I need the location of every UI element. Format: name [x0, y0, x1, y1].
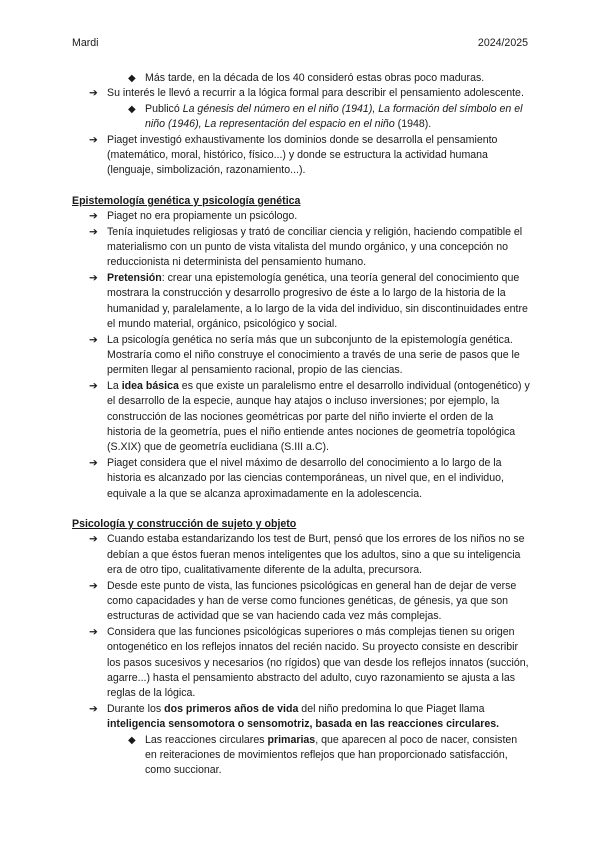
bullet-item: ➔ Pretensión: crear una epistemología genética, una teoría general del conocimiento que mostrara la construcción y desarrollo progresivo de éste a lo largo de la historia de la humanidad y, paralelamente, a lo largo de la vida del individuo, sin discontinuidades entre el mundo material, orgánico, psicológico y social.	[89, 271, 528, 331]
bullet-item: ➔ La psicología genética no sería más que un subconjunto de la epistemología genética. Mostraría como el niño construye el conocimiento a través de una serie de pasos que le permiten llegar al pensamiento racional, propio de las ciencias.	[89, 333, 520, 377]
bullet-item: ➔ Piaget considera que el nivel máximo de desarrollo del conocimiento a lo largo de la historia es alcanzado por las ciencias contemporáneas, un nivel que, en el individuo, equivale a la que se alcanza aproximadamente en la adolescencia.	[89, 456, 504, 500]
arrow-bullet-icon: ➔	[89, 702, 98, 715]
arrow-bullet-icon: ➔	[89, 271, 98, 284]
bullet-item: ➔ Su interés le llevó a recurrir a la lógica formal para describir el pensamiento adolescente.	[0, 86, 600, 101]
diamond-bullet-icon: ◆	[128, 734, 136, 746]
arrow-bullet-icon: ➔	[89, 579, 98, 592]
arrow-bullet-icon: ➔	[89, 625, 98, 638]
arrow-bullet-icon: ➔	[89, 210, 98, 223]
section-heading-psicologia: Psicología y construcción de sujeto y objeto	[72, 517, 297, 530]
sub-bullet: ◆ Más tarde, en la década de los 40 consideró estas obras poco maduras.	[0, 71, 600, 86]
section-heading-epistemologia: Epistemología genética y psicología genética	[72, 194, 301, 207]
bullet-item: ➔ Desde este punto de vista, las funciones psicológicas en general han de dejar de verse como capacidades y han de verse como funciones genéticas, de génesis, ya que son estructuras de actividad que se van haciendo cada vez más complejas.	[89, 579, 517, 623]
header-right: 2024/2025	[477, 37, 528, 49]
arrow-bullet-icon: ➔	[89, 333, 98, 346]
bullet-item: ➔ Piaget no era propiamente un psicólogo.	[0, 209, 600, 224]
document-body	[0, 71, 600, 779]
bullet-item: ➔ Tenía inquietudes religiosas y trató de conciliar ciencia y religión, haciendo compatible el materialismo con un punto de vista vitalista del mundo orgánico, y una concepción no reduccionista ni determinista del pensamiento humano.	[89, 225, 523, 269]
bullet-item: ➔ Durante los dos primeros años de vida del niño predomina lo que Piaget llama inteligencia sensomotora o sensomotriz, basada en las reacciones circulares.	[89, 702, 500, 731]
sub-bullet: ◆ Publicó La génesis del número en el niño (1941), La formación del símbolo en el niño (1946), La representación del espacio en el niño (1948).	[128, 102, 523, 131]
arrow-bullet-icon: ➔	[89, 225, 98, 238]
bullet-item: ➔ Considera que las funciones psicológicas superiores o más complejas tienen su origen ontogenético en los reflejos innatos del recién nacido. Su proyecto consiste en describir los pasos sucesivos y necesarios (no rígidos) que van desde los reflejos innatos (succión, agarre...) hasta el pensamiento abstracto del adulto, cuyo razonamiento se ajusta a las reglas de la lógica.	[89, 625, 529, 700]
diamond-bullet-icon: ◆	[128, 73, 136, 84]
arrow-bullet-icon: ➔	[89, 456, 98, 469]
arrow-bullet-icon: ➔	[89, 379, 98, 392]
sub-bullet: ◆ Las reacciones circulares primarias, que aparecen al poco de nacer, consisten en reiteraciones de movimientos reflejos que han proporcionado satisfacción, como succionar.	[128, 733, 518, 777]
arrow-bullet-icon: ➔	[89, 87, 98, 100]
header-left: Mardi	[72, 37, 99, 49]
bullet-item: ➔ Piaget investigó exhaustivamente los dominios donde se desarrolla el pensamiento (matemático, moral, histórico, físico...) y donde se estructura la actividad humana (lenguaje, simbolización, razonamiento...).	[89, 133, 498, 177]
arrow-bullet-icon: ➔	[89, 533, 98, 546]
bullet-item: ➔ Cuando estaba estandarizando los test de Burt, pensó que los errores de los niños no se debían a que éstos fueran menos inteligentes que los adultos, sino a que su inteligencia era de otro tipo, cualitativamente diferente de la adulta, precursora.	[89, 533, 525, 577]
arrow-bullet-icon: ➔	[89, 133, 98, 146]
diamond-bullet-icon: ◆	[128, 103, 136, 115]
bullet-item: ➔ La idea básica es que existe un paralelismo entre el desarrollo individual (ontogenético) y el desarrollo de la especie, aunque hay atajos o incluso inversiones; por ejemplo, la construcción de las nociones geométricas por parte del niño invierte el orden de la historia de la geometría, pues el niño entiende antes nociones de geometría topológica (S.XIX) que de geometría euclidiana (S.III a.C).	[89, 379, 530, 454]
